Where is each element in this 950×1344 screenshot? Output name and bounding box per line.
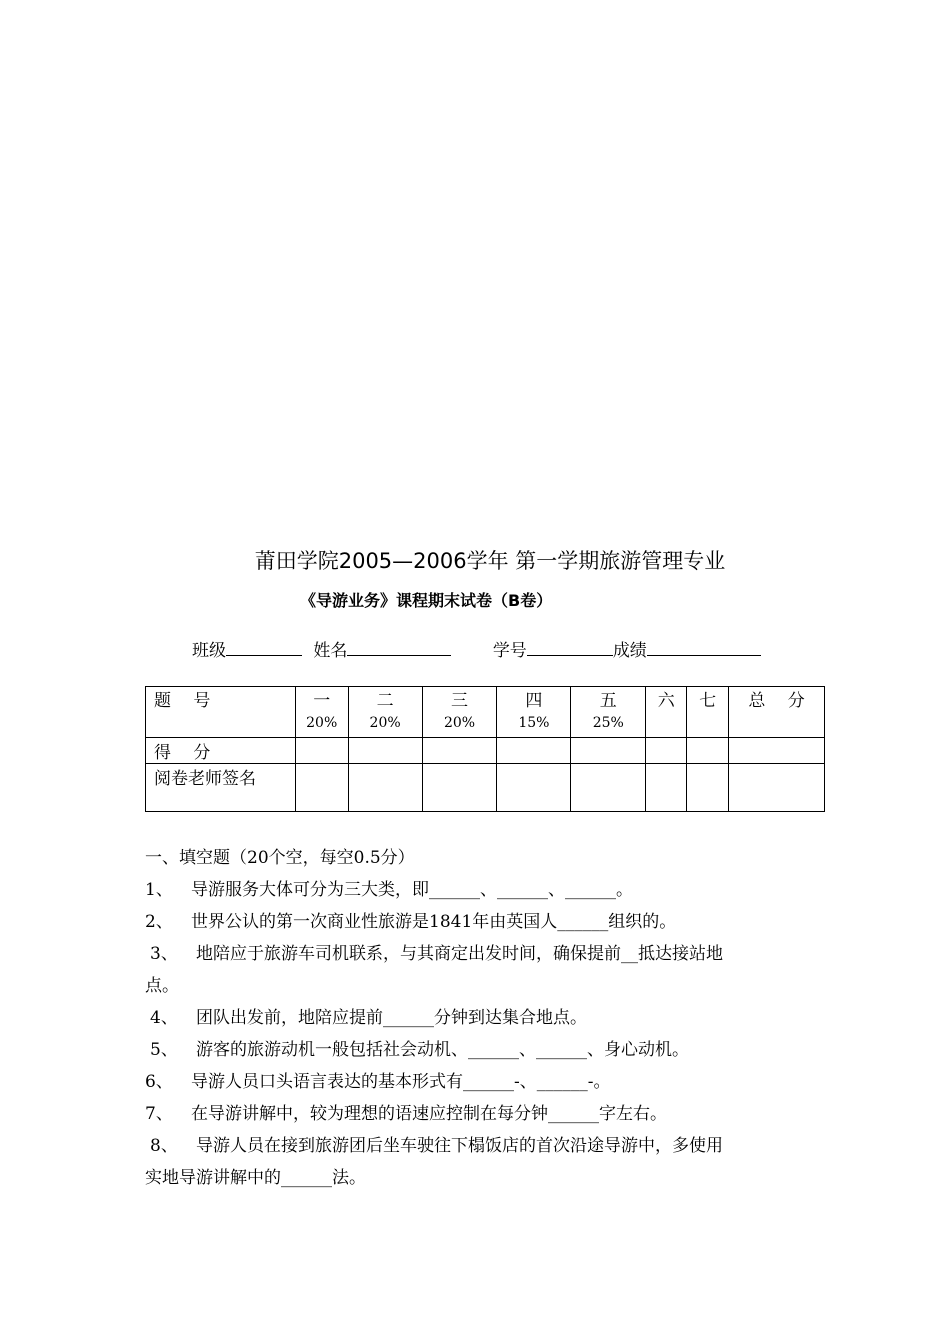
question-item: 1、 导游服务大体可分为三大类，即______、______、______。 (145, 880, 633, 900)
score-blank[interactable] (647, 637, 761, 656)
signature-cell[interactable] (295, 764, 348, 812)
section-fill-in-blanks (145, 842, 805, 1194)
class-blank[interactable] (226, 637, 302, 656)
signature-cell[interactable] (646, 764, 687, 812)
column-header: 四 15% (497, 687, 571, 738)
signature-cell[interactable] (422, 764, 497, 812)
row-label-question-number: 题 号 (146, 687, 296, 738)
score-cell[interactable] (729, 738, 825, 764)
student-info-line (192, 637, 761, 664)
class-label: 班级 (192, 641, 226, 661)
question-continuation: 点。 (145, 976, 179, 996)
question-item: 4、 团队出发前，地陪应提前______分钟到达集合地点。 (150, 1008, 587, 1028)
column-header: 一 20% (295, 687, 348, 738)
exam-title: 莆田学院2005—2006学年 第一学期旅游管理专业 (254, 549, 726, 573)
question-item: 8、 导游人员在接到旅游团后坐车驶往下榻饭店的首次沿途导游中，多使用 (150, 1136, 723, 1156)
question-item: 5、 游客的旅游动机一般包括社会动机、______、______、身心动机。 (150, 1040, 689, 1060)
row-label-grader-signature: 阅卷老师签名 (146, 764, 296, 812)
column-header: 七 (687, 687, 729, 738)
column-header: 三 20% (422, 687, 497, 738)
signature-cell[interactable] (729, 764, 825, 812)
signature-cell[interactable] (687, 764, 729, 812)
score-cell[interactable] (422, 738, 497, 764)
score-cell[interactable] (348, 738, 422, 764)
score-table (145, 686, 825, 812)
id-blank[interactable] (527, 637, 613, 656)
name-label: 姓名 (313, 641, 348, 661)
signature-cell[interactable] (348, 764, 422, 812)
question-item: 2、 世界公认的第一次商业性旅游是1841年由英国人______组织的。 (145, 912, 677, 932)
row-label-score: 得 分 (146, 738, 296, 764)
signature-cell[interactable] (497, 764, 571, 812)
score-cell[interactable] (295, 738, 348, 764)
score-cell[interactable] (687, 738, 729, 764)
signature-cell[interactable] (571, 764, 646, 812)
table-row (146, 687, 825, 738)
question-continuation: 实地导游讲解中的______法。 (145, 1168, 366, 1188)
column-header-total: 总 分 (729, 687, 825, 738)
score-cell[interactable] (497, 738, 571, 764)
question-item: 6、 导游人员口头语言表达的基本形式有______-、______-。 (145, 1072, 611, 1092)
name-blank[interactable] (347, 637, 451, 656)
score-cell[interactable] (571, 738, 646, 764)
question-item: 7、 在导游讲解中，较为理想的语速应控制在每分钟______字左右。 (145, 1104, 667, 1124)
score-label: 成绩 (612, 641, 647, 661)
table-row (146, 738, 825, 764)
column-header: 六 (646, 687, 687, 738)
exam-subtitle: 《导游业务》课程期末试卷（B卷） (300, 591, 553, 610)
table-row (146, 764, 825, 812)
id-label: 学号 (492, 641, 527, 661)
column-header: 五 25% (571, 687, 646, 738)
score-cell[interactable] (646, 738, 687, 764)
column-header: 二 20% (348, 687, 422, 738)
question-item: 3、 地陪应于旅游车司机联系，与其商定出发时间，确保提前__抵达接站地 (150, 944, 723, 964)
section-heading: 一、填空题（20个空，每空0.5分） (145, 848, 415, 868)
